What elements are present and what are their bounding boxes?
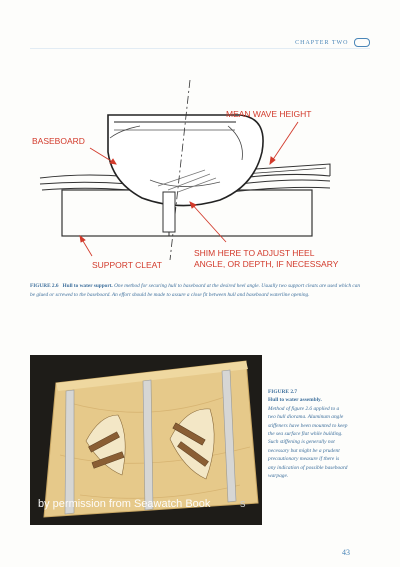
hull-shape (108, 115, 263, 206)
figure-2-6-text: One method for securing hull to baseboard at the desired heel angle. Usually two support cleats are used which can be glued or screwed to the baseboard. An effort should be made to assure a close fit between hull and baseboard waterline opening. (30, 283, 361, 298)
watermark: by permission from Seawatch Book (38, 498, 211, 510)
header-rule (30, 48, 370, 49)
support-cleat-label: SUPPORT CLEAT (92, 260, 162, 270)
support-cleat (163, 192, 175, 232)
running-head-text: CHAPTER TWO (295, 39, 349, 46)
figure-2-7-caption (268, 388, 348, 480)
figure-2-6-title: Hull to water support. (62, 283, 113, 289)
shim-label-line2: ANGLE, OR DEPTH, IF NECESSARY (194, 259, 339, 269)
running-head (295, 38, 370, 47)
page-number: 43 (342, 548, 350, 557)
baseboard-label: BASEBOARD (32, 136, 85, 146)
figure-2-6-drawing (30, 60, 375, 280)
watermark-tail: s (240, 498, 246, 510)
figure-2-7-label: FIGURE 2.7 (268, 389, 298, 395)
mean-wave-height-label: MEAN WAVE HEIGHT (226, 109, 312, 119)
figure-2-7-photo (30, 355, 262, 525)
figure-2-6-caption (30, 282, 365, 299)
figure-2-7-title: Hull to water assembly. (268, 397, 322, 404)
figure-2-6-label: FIGURE 2.6 (30, 283, 59, 289)
shim-label-line1: SHIM HERE TO ADJUST HEEL (194, 248, 315, 258)
figure-2-7-text: Method of figure 2.6 applied to a two hull diorama. Aluminum angle stiffeners have been mounted to keep the sea surface flat while building. Such stiffening is generally not necessary but might be a prudent precautionary measure if there is any indication of possible baseboard warpage. (268, 405, 348, 480)
ornament-icon (354, 38, 370, 47)
